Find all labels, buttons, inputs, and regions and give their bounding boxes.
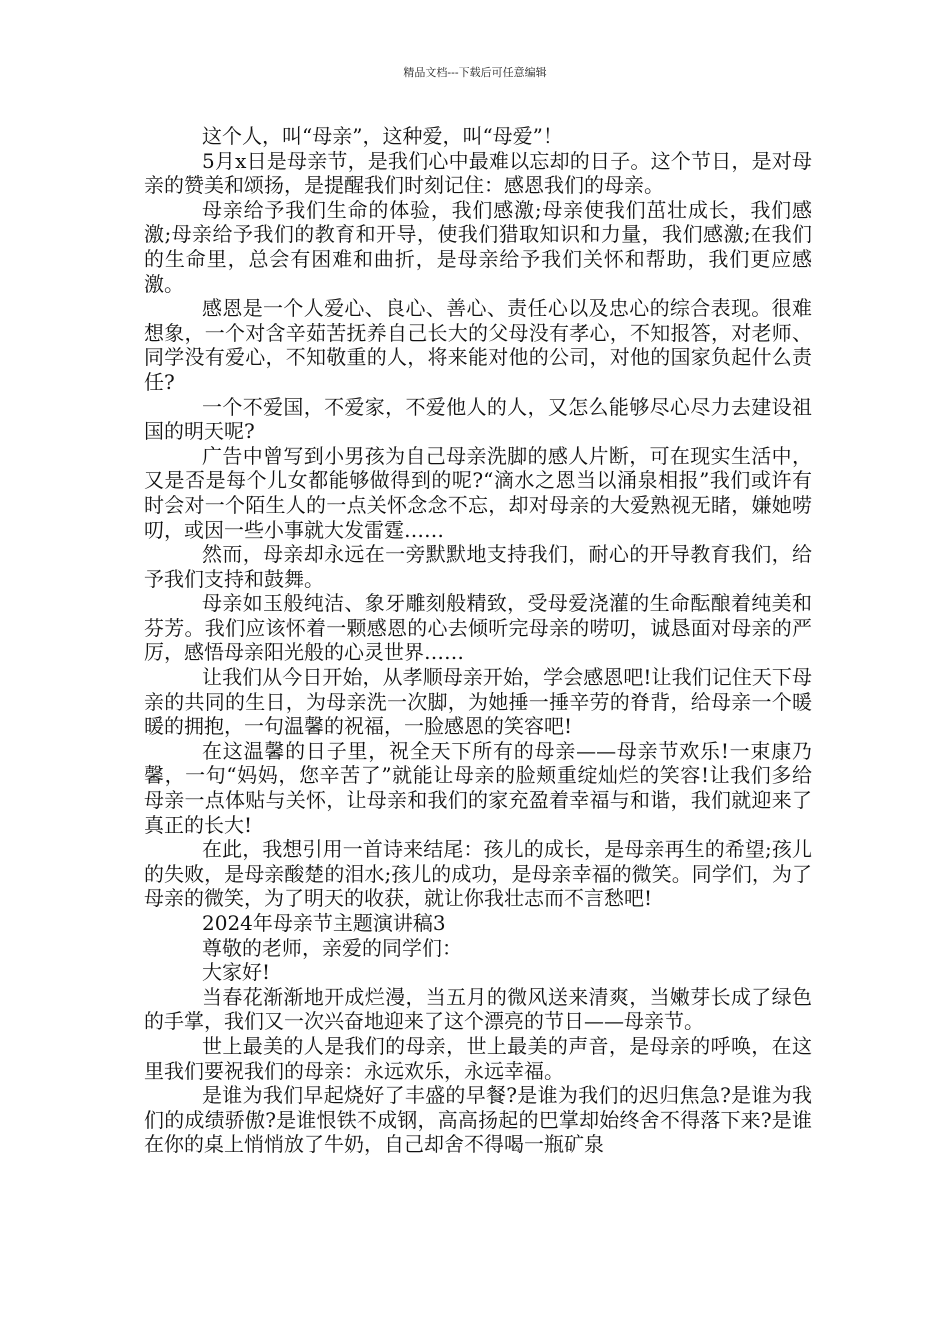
paragraph: 广告中曾写到小男孩为自己母亲洗脚的感人片断，可在现实生活中，又是否是每个儿女都能够做得到的呢?“滴水之恩当以涌泉相报”我们或许有时会对一个陌生人的一点关怀念念不忘，却对母亲的大爱熟视无睹，嫌她唠叨，或因一些小事就大发雷霆……	[144, 443, 812, 542]
paragraph: 是谁为我们早起烧好了丰盛的早餐?是谁为我们的迟归焦急?是谁为我们的成绩骄傲?是谁恨铁不成钢，高高扬起的巴掌却始终舍不得落下来?是谁在你的桌上悄悄放了牛奶，自己却舍不得喝一瓶矿泉	[144, 1083, 812, 1157]
paragraph: 然而，母亲却永远在一旁默默地支持我们，耐心的开导教育我们，给予我们支持和鼓舞。	[144, 542, 812, 591]
paragraph: 让我们从今日开始，从孝顺母亲开始，学会感恩吧!让我们记住天下母亲的共同的生日，为母亲洗一次脚，为她捶一捶辛劳的脊背，给母亲一个暖暖的拥抱，一句温馨的祝福，一脸感恩的笑容吧!	[144, 665, 812, 739]
paragraph: 世上最美的人是我们的母亲，世上最美的声音，是母亲的呼唤，在这里我们要祝我们的母亲：永远欢乐，永远幸福。	[144, 1033, 812, 1083]
page-header: 精品文档---下载后可任意编辑	[403, 66, 547, 79]
greeting: 大家好!	[202, 960, 271, 985]
section-title: 2024年母亲节主题演讲稿3	[202, 911, 446, 935]
paragraph: 当春花渐渐地开成烂漫，当五月的微风送来清爽，当嫩芽长成了绿色的手掌，我们又一次兴奋地迎来了这个漂亮的节日——母亲节。	[144, 984, 812, 1034]
salutation: 尊敬的老师，亲爱的同学们：	[202, 935, 462, 960]
paragraph: 母亲如玉般纯洁、象牙雕刻般精致，受母爱浇灌的生命酝酿着纯美和芬芳。我们应该怀着一颗感恩的心去倾听完母亲的唠叨，诚恳面对母亲的严厉，感悟母亲阳光般的心灵世界……	[144, 591, 812, 665]
paragraph: 在此，我想引用一首诗来结尾：孩儿的成长，是母亲再生的希望;孩儿的失败，是母亲酸楚的泪水;孩儿的成功，是母亲幸福的微笑。同学们，为了母亲的微笑，为了明天的收获，就让你我壮志而不言愁吧!	[144, 837, 812, 911]
paragraph: 一个不爱国，不爱家，不爱他人的人，又怎么能够尽心尽力去建设祖国的明天呢?	[144, 394, 812, 444]
paragraph: 5月x日是母亲节，是我们心中最难以忘却的日子。这个节日，是对母亲的赞美和颂扬，是提醒我们时刻记住：感恩我们的母亲。	[144, 148, 812, 198]
paragraph: 这个人，叫“母亲”，这种爱，叫“母爱”！	[202, 124, 563, 148]
document-body	[144, 124, 812, 1157]
paragraph: 母亲给予我们生命的体验，我们感激;母亲使我们茁壮成长，我们感激;母亲给予我们的教育和开导，使我们猎取知识和力量，我们感激;在我们的生命里，总会有困难和曲折，是母亲给予我们关怀和帮助，我们更应感激。	[144, 197, 812, 296]
paragraph: 在这温馨的日子里，祝全天下所有的母亲——母亲节欢乐!一束康乃馨，一句“妈妈，您辛苦了”就能让母亲的脸颊重绽灿烂的笑容!让我们多给母亲一点体贴与关怀，让母亲和我们的家充盈着幸福与和谐，我们就迎来了真正的长大!	[144, 738, 812, 837]
paragraph: 感恩是一个人爱心、良心、善心、责任心以及忠心的综合表现。很难想象，一个对含辛茹苦抚养自己长大的父母没有孝心，不知报答，对老师、同学没有爱心，不知敬重的人，将来能对他的公司，对他的国家负起什么责任?	[144, 296, 812, 394]
